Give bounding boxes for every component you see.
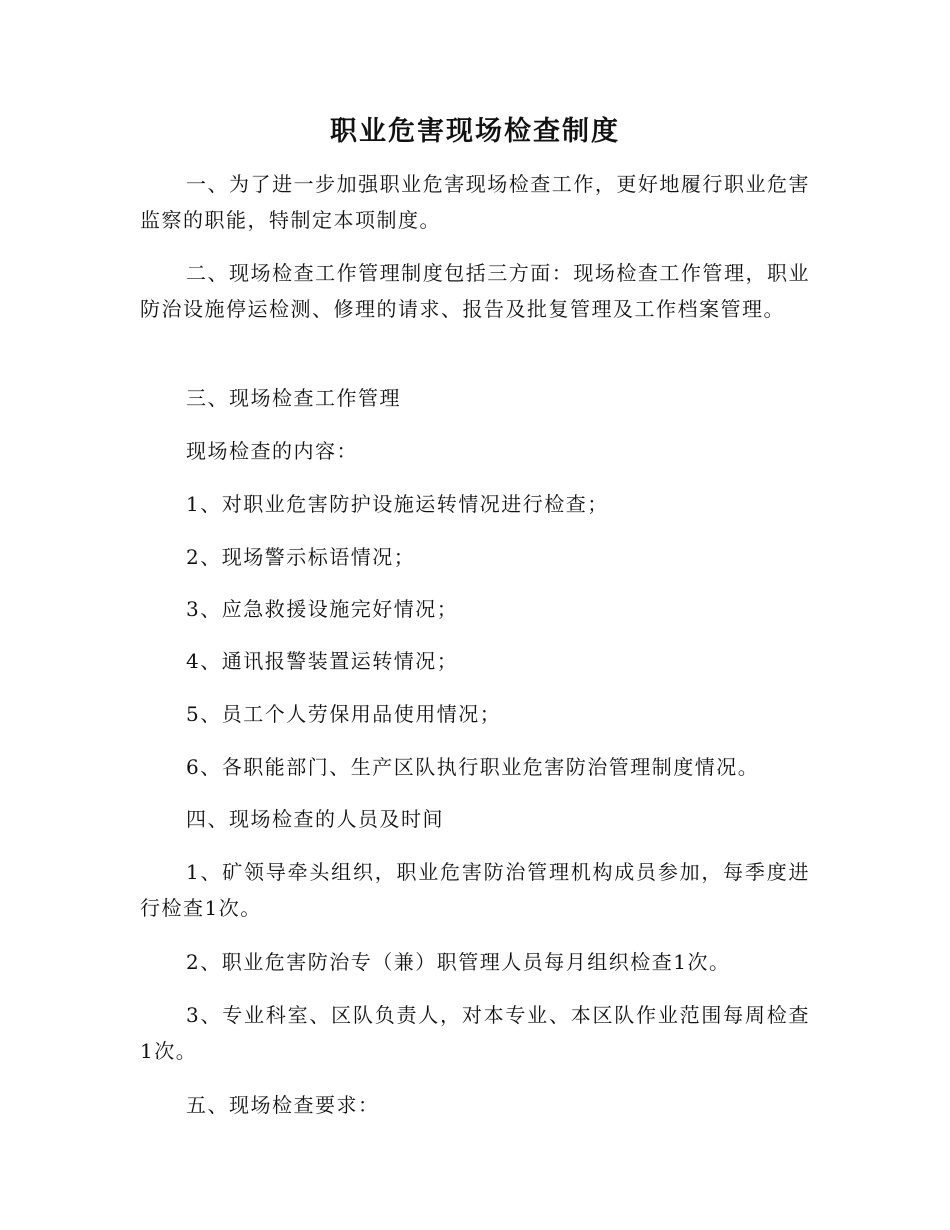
paragraph-inspection-content: 现场检查的内容：: [186, 439, 358, 463]
list-item: 2、职业危害防治专（兼）职管理人员每月组织检查1次。: [186, 950, 731, 974]
paragraph-purpose: 一、为了进一步加强职业危害现场检查工作，更好地履行职业危害监察的职能，特制定本项制度。: [140, 172, 810, 232]
paragraph-scope: 二、现场检查工作管理制度包括三方面：现场检查工作管理，职业防治设施停运检测、修理的请求、报告及批复管理及工作档案管理。: [140, 261, 810, 321]
list-item: 1、矿领导牵头组织，职业危害防治管理机构成员参加，每季度进行检查1次。: [140, 860, 810, 920]
section-heading-requirements: 五、现场检查要求：: [186, 1093, 380, 1117]
list-item: 4、通讯报警装置运转情况；: [186, 649, 459, 673]
section-heading-personnel: 四、现场检查的人员及时间: [186, 807, 444, 831]
list-item: 3、专业科室、区队负责人，对本专业、本区队作业范围每周检查1次。: [140, 1003, 810, 1063]
list-item: 3、应急救援设施完好情况；: [186, 597, 459, 621]
list-item: 1、对职业危害防护设施运转情况进行检查；: [186, 492, 609, 516]
section-heading-management: 三、现场检查工作管理: [186, 386, 401, 410]
list-item: 2、现场警示标语情况；: [186, 545, 416, 569]
list-item: 5、员工个人劳保用品使用情况；: [186, 702, 502, 726]
document-title: 职业危害现场检查制度: [330, 116, 620, 147]
list-item: 6、各职能部门、生产区队执行职业危害防治管理制度情况。: [186, 755, 760, 779]
